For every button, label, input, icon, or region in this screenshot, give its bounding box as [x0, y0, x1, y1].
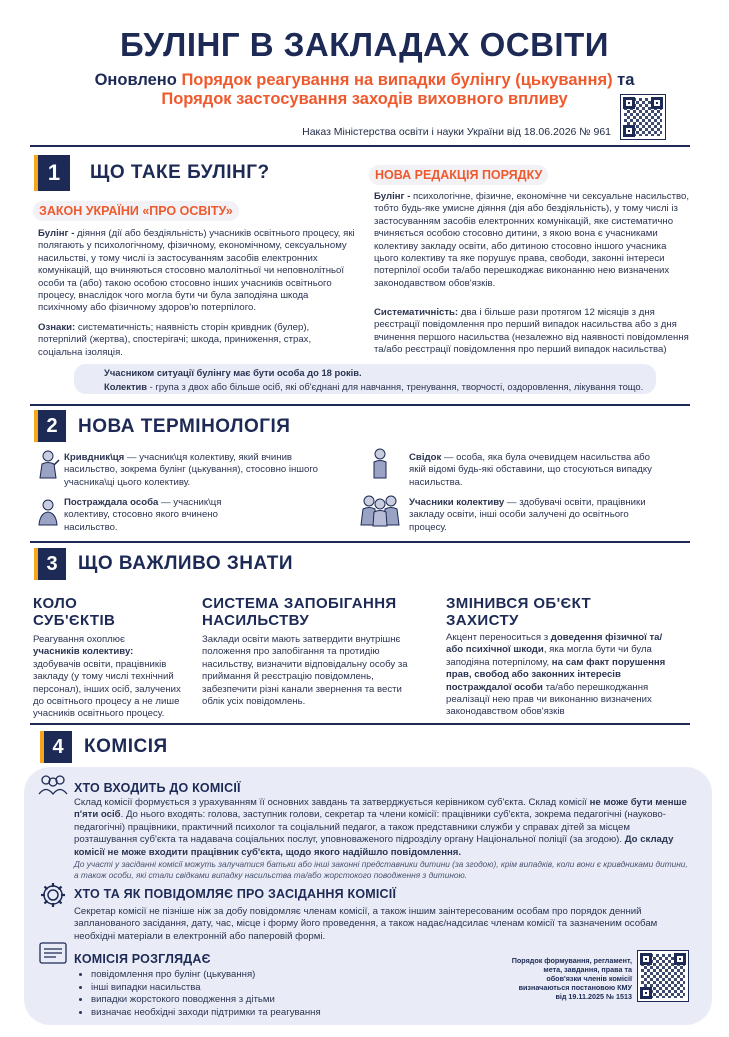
people-icon — [38, 774, 68, 796]
term-victim-bold: Постраждала особа — [64, 497, 159, 508]
section-3-divider — [30, 723, 690, 725]
reviews-title: КОМІСІЯ РОЗГЛЯДАЄ — [74, 952, 211, 966]
section-3-title: ЩО ВАЖЛИВО ЗНАТИ — [78, 553, 294, 574]
prevention-text: Заклади освіти мають затвердити внутрішнє положення про запобігання та протидію насильству, визначити відповідальну особу за приймання й реєстрацію повідомлень, забезпечити різні канали звернення та вести облік усіх повідомлень. — [202, 634, 408, 708]
subtitle-and: та — [612, 71, 635, 89]
ref-line: мета, завдання, права та — [543, 965, 632, 974]
term-aggressor-text: — учасник\ця колективу, який вчинив насильство, зокрема булінг (цькування), стосовно іншого учасника\ці цього колективу. — [64, 452, 318, 488]
protection-text-c: та/або перешкоджання реалізації нею прав чи виконанню визначених законодавством обов'язків — [446, 681, 652, 718]
protection-text-a: Акцент переноситься з — [446, 632, 551, 643]
gear-icon — [40, 882, 66, 908]
order-reference: Наказ Міністерства освіти і науки України від 18.06.2026 № 961 — [302, 126, 611, 138]
new-definition-text: психологічне, фізичне, економічне чи сексуальне насильство, тобто будь-яке умисне діяння (дія або бездіяльність), у тому числі із застосуванням засобів електронних комунікацій, яке систематично вчиняється особою стосовно дитини, з якою вона є учасниками колективу закладу освіти, або дитиною стосовно іншого учасника цього колективу та яке порушує права, свободи, законні інтереси потерпілої особи та/або перешкоджає виконанню нею визначених законодавством обов'язків. — [374, 191, 689, 289]
subtitle-highlight-1: Порядок реагування на випадки булінгу (цькування) — [181, 71, 613, 89]
law-definition-term: Булінг - — [38, 228, 75, 239]
subjects-title-line-2: СУБ'ЄКТІВ — [33, 612, 116, 629]
systematicity-text: два і більше рази протягом 12 місяців з дня реєстрації повідомлення про перший випадок насильства або з дня вчинення першого насильства (незалежно від наявності повідомлення та/або реєстрації повідомлення про перший випадок насильства) — [374, 307, 689, 356]
commission-reference — [480, 956, 632, 1001]
section-4-title: КОМІСІЯ — [84, 736, 168, 757]
who-text-bold: не може бути менше п'яти осіб — [74, 797, 687, 821]
protection-bold-b: на сам факт порушення прав, свобод або законних інтересів постраждалої особи — [446, 656, 666, 693]
protection-text-b: , яка могла бути чи була заподіяна потерпілому, — [446, 644, 652, 668]
ref-line: від 19.11.2025 № 1513 — [555, 992, 632, 1001]
participant-age-note: Учасником ситуації булінгу має бути особа до 18 років. — [104, 367, 362, 378]
section-2-number: 2 — [34, 410, 66, 442]
bullying-signs — [38, 322, 358, 359]
subjects-title — [33, 595, 115, 629]
group-icon — [358, 493, 402, 527]
how-text: Секретар комісії не пізніше ніж за добу повідомляє членам комісії, а також іншим заінтересованим особам про порядок денний запланованого засідання, дату, час, місце і форму його проведення, а також надає/надсилає членам комісії та зазначеним особам необхідні матеріали в електронній або паперовій формі. — [74, 906, 658, 942]
who-title: ХТО ВХОДИТЬ ДО КОМІСІЇ — [74, 781, 241, 795]
who-text-a: Склад комісії формується з урахуванням її основних завдань та затверджується керівником суб'єкта. Склад комісії — [74, 797, 590, 808]
list-item: • випадки жорстокого поводження з дітьми — [91, 994, 438, 1007]
law-tag: ЗАКОН УКРАЇНИ «ПРО ОСВІТУ» — [33, 201, 239, 221]
protection-title-line-1: ЗМІНИВСЯ ОБ'ЄКТ — [446, 595, 592, 612]
subtitle-highlight-2: Порядок застосування заходів виховного впливу — [161, 90, 568, 108]
term-victim-text: — учасник\ця колективу, стосовно якого вчинено насильство. — [64, 497, 222, 533]
collective-text: - група з двох або більше осіб, які об'єднані для навчання, тренування, творчості, оздоровлення, лікування тощо. — [147, 381, 644, 392]
aggressor-icon — [36, 450, 60, 480]
header-divider — [30, 145, 690, 147]
prevention-title-line-1: СИСТЕМА ЗАПОБІГАННЯ — [202, 595, 397, 612]
term-participants — [409, 497, 659, 534]
term-aggressor — [64, 452, 324, 489]
list-item: • інші випадки насильства — [91, 982, 438, 995]
section-1-divider — [30, 404, 690, 406]
subjects-text-a: Реагування охоплює — [33, 634, 125, 645]
who-note: До участі у засіданні комісії можуть залучатися батьки або інші законні представники дитини (за згодою), крім випадків, коли вони є кривдниками дитини, а також особи, які стали свідками випадку насильства та/або жорстокого поводження з дитиною. — [74, 859, 688, 880]
systematicity-term: Систематичність: — [374, 307, 459, 318]
subtitle-prefix: Оновлено — [94, 71, 182, 89]
reviews-list — [78, 969, 438, 1019]
term-aggressor-bold: Кривдник\ця — [64, 452, 125, 463]
ref-line: обов'язки членів комісії — [546, 974, 632, 983]
section-2-title: НОВА ТЕРМІНОЛОГІЯ — [78, 416, 291, 437]
term-witness-bold: Свідок — [409, 452, 442, 463]
qr-code-top[interactable] — [620, 94, 666, 140]
how-title: ХТО ТА ЯК ПОВІДОМЛЯЄ ПРО ЗАСІДАННЯ КОМІСІЇ — [74, 887, 397, 901]
bullying-signs-term: Ознаки: — [38, 322, 76, 333]
who-text — [74, 797, 692, 859]
who-text-bold-2: До складу комісії не може входити працівник суб'єкта, щодо якого надійшло повідомлення. — [74, 834, 674, 858]
section-2-divider — [30, 541, 690, 543]
systematicity — [374, 307, 692, 357]
section-4-number: 4 — [40, 731, 72, 763]
law-definition — [38, 228, 358, 315]
qr-code-bottom[interactable] — [637, 950, 689, 1002]
ref-line: Порядок формування, регламент, — [511, 956, 632, 965]
victim-icon — [36, 497, 60, 527]
ref-line: визначаються постановою КМУ — [518, 983, 632, 992]
subjects-title-line-1: КОЛО — [33, 595, 78, 612]
subjects-text — [33, 634, 188, 721]
section-1-title: ЩО ТАКЕ БУЛІНГ? — [90, 162, 270, 183]
term-victim — [64, 497, 244, 534]
subjects-text-bold: учасників колективу: — [33, 646, 134, 658]
section-3-number: 3 — [34, 548, 66, 580]
prevention-title-line-2: НАСИЛЬСТВУ — [202, 612, 310, 629]
witness-icon — [370, 448, 390, 480]
term-witness-text: — особа, яка була очевидцем насильства або якій відомі будь-які обставини, що стосуються випадку насильства. — [409, 452, 652, 488]
new-edition-tag: НОВА РЕДАКЦІЯ ПОРЯДКУ — [369, 165, 548, 185]
protection-bold-a: доведення фізичної та/або психічної шкоди — [446, 632, 663, 656]
list-item: • повідомлення про булінг (цькування) — [91, 969, 438, 982]
main-title: БУЛІНГ В ЗАКЛАДАХ ОСВІТИ — [120, 26, 609, 63]
protection-text — [446, 632, 676, 719]
subjects-text-b: здобувачів освіти, працівників закладу (у тому числі технічний персонал), інших осіб, залучених до освітнього процесу а не лише учасників освітнього процесу. — [33, 658, 181, 720]
law-definition-text: діяння (дії або бездіяльність) учасників освітнього процесу, які полягають у психологічному, фізичному, економічному, сексуальному насильстві, у тому числі із застосуванням засобів електронних комунікацій, що вчиняються стосовно малолітньої чи неповнолітньої особи та (або) такою особою стосовно інших учасників освітнього процесу, внаслідок чого могла бути чи була заподіяна шкода психічному або фізичному здоров'ю потерпілого. — [38, 228, 355, 314]
document-icon — [38, 941, 68, 965]
info-box-participants — [74, 364, 656, 394]
term-witness — [409, 452, 659, 489]
new-definition-term: Булінг - — [374, 191, 411, 202]
collective-term: Колектив — [104, 381, 148, 392]
new-definition — [374, 191, 692, 290]
section-1-number: 1 — [34, 155, 70, 191]
who-text-b: . До нього входять: голова, заступник голови, секретар та члени комісії: працівники суб'єкта, зокрема педагогічні (науково-педагогічні) працівники, практичний психолог та соціальний педагог, а також представники служби у справах дітей за місцем розташування суб'єкта та надавача соціальних послуг, уповноваженого підрозділу органу Національної поліції (за згодою). — [74, 809, 666, 846]
protection-title — [446, 595, 591, 629]
term-participants-text: — здобувачі освіти, працівники закладу освіти, інші особи залучені до освітнього процесу. — [409, 497, 646, 533]
prevention-title — [202, 595, 397, 629]
list-item: • визначає необхідні заходи підтримки та реагування — [91, 1007, 438, 1020]
protection-title-line-2: ЗАХИСТУ — [446, 612, 519, 629]
bullying-signs-text: систематичність; наявність сторін кривдник (булер), потерпілий (жертва), спостерігачі; шкода, приниження, страх, соціальна ізоляція. — [38, 322, 312, 358]
term-participants-bold: Учасники колективу — [409, 497, 505, 508]
